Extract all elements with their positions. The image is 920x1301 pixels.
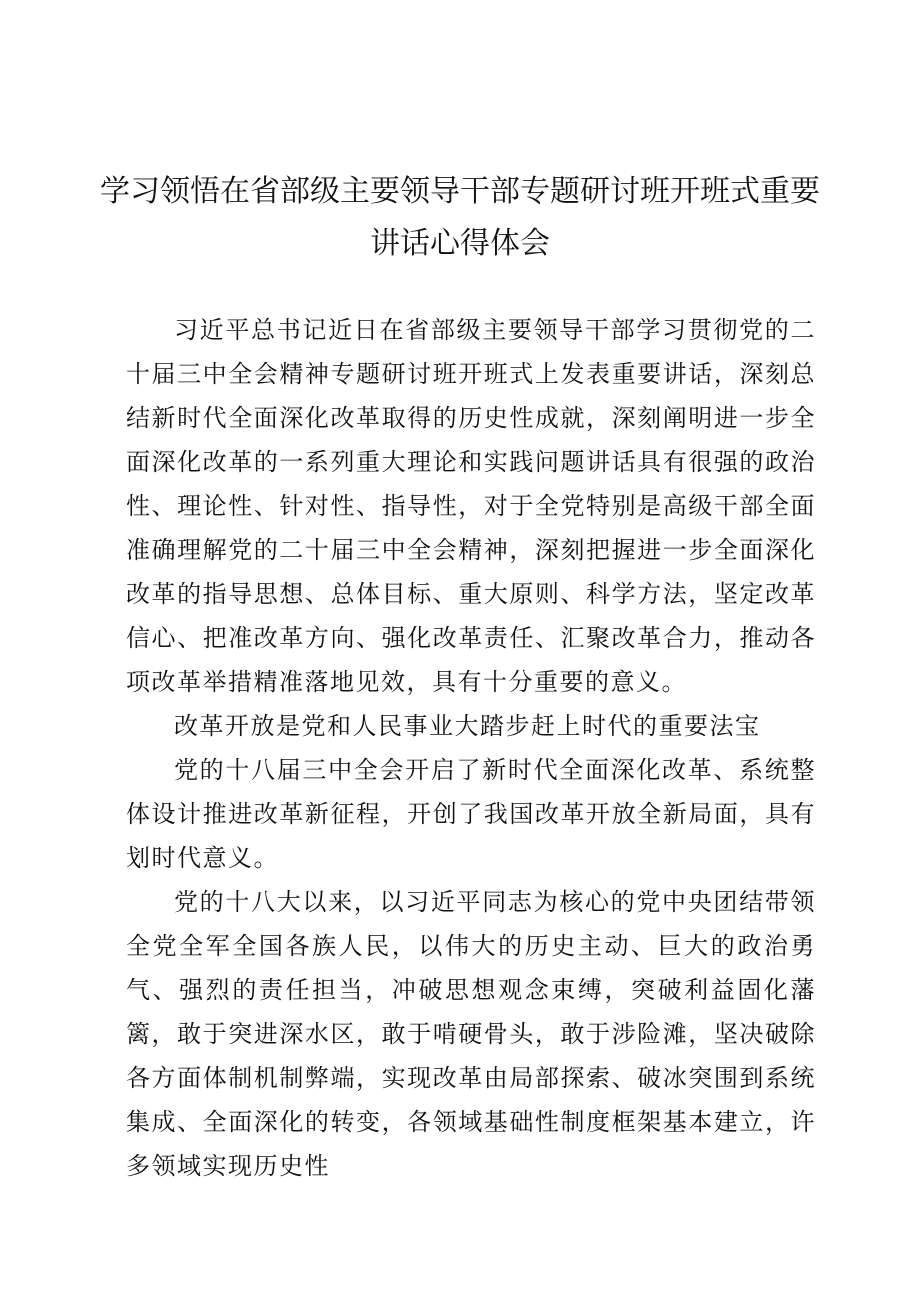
document-body [126, 308, 816, 1188]
document-title-line-2: 讲话心得体会 [370, 226, 550, 261]
document-title-line-1: 学习领悟在省部级主要领导干部专题研讨班开班式重要 [100, 174, 820, 209]
section-heading: 改革开放是党和人民事业大踏步赶上时代的重要法宝 [174, 712, 761, 740]
paragraph-intro: 习近平总书记近日在省部级主要领导干部学习贯彻党的二十届三中全会精神专题研讨班开班式上发表重要讲话，深刻总结新时代全面深化改革取得的历史性成就，深刻阐明进一步全面深化改革的一系列重大理论和实践问题讲话具有很强的政治性、理论性、针对性、指导性，对于全党特别是高级干部全面准确理解党的二十届三中全会精神，深刻把握进一步全面深化改革的指导思想、总体目标、重大原则、科学方法，坚定改革信心、把准改革方向、强化改革责任、汇聚改革合力，推动各项改革举措精准落地见效，具有十分重要的意义。 [126, 316, 816, 696]
paragraph-third-plenum: 党的十八届三中全会开启了新时代全面深化改革、系统整体设计推进改革新征程，开创了我国改革开放全新局面，具有划时代意义。 [126, 756, 816, 872]
paragraph-since-18th-congress: 党的十八大以来，以习近平同志为核心的党中央团结带领全党全军全国各族人民，以伟大的历史主动、巨大的政治勇气、强烈的责任担当，冲破思想观念束缚，突破利益固化藩篱，敢于突进深水区，敢于啃硬骨头，敢于涉险滩，坚决破除各方面体制机制弊端，实现改革由局部探索、破冰突围到系统集成、全面深化的转变，各领域基础性制度框架基本建立，许多领域实现历史性 [126, 888, 816, 1180]
